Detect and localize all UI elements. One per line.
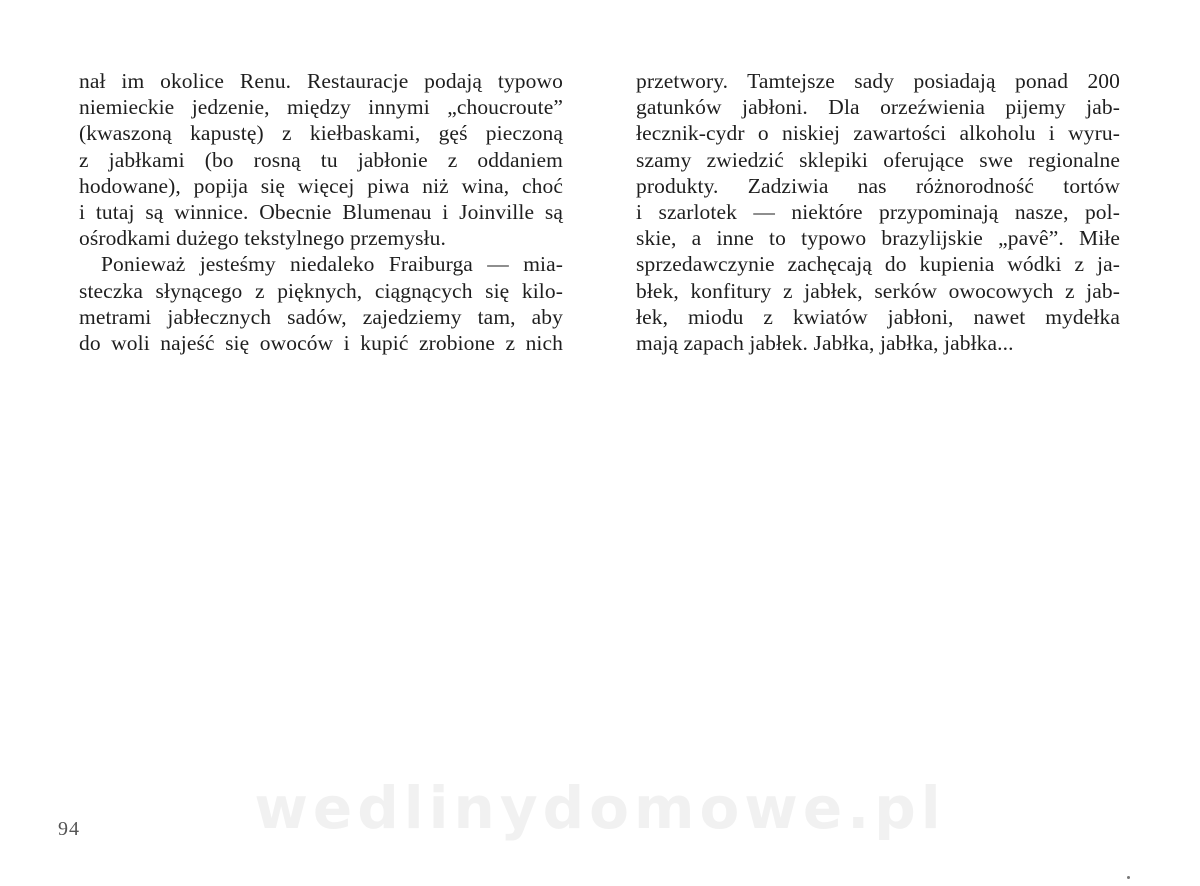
text-line: ośrodkami dużego tekstylnego przemysłu.: [79, 226, 446, 251]
text-line: niemieckie jedzenie, między innymi „choucroute”: [79, 95, 563, 120]
text-line: nał im okolice Renu. Restauracje podają typowo: [79, 69, 563, 93]
left-text-column: [79, 68, 563, 356]
watermark: wedlinydomowe.pl: [254, 774, 946, 842]
text-line: metrami jabłecznych sadów, zajedziemy tam, aby: [79, 304, 563, 329]
page-number: 94: [58, 818, 80, 840]
text-line: produkty. Zadziwia nas różnorodność tortów: [636, 173, 1120, 198]
text-line: przetwory. Tamtejsze sady posiadają ponad 200: [636, 69, 1120, 93]
text-line: łecznik-cydr o niskiej zawartości alkoholu i wyru-: [636, 121, 1120, 146]
text-line: hodowane), popija się więcej piwa niż wina, choć: [79, 173, 563, 198]
text-line: i tutaj są winnice. Obecnie Blumenau i Joinville są: [79, 200, 563, 225]
text-line: mają zapach jabłek. Jabłka, jabłka, jabłka...: [636, 331, 1014, 356]
text-line: szamy zwiedzić sklepiki oferujące swe regionalne: [636, 147, 1120, 172]
text-line: skie, a inne to typowo brazylijskie „pavê”. Miłe: [636, 226, 1120, 251]
text-line: steczka słynącego z pięknych, ciągnących się kilo-: [79, 278, 563, 303]
text-line: sprzedawczynie zachęcają do kupienia wódki z ja-: [636, 252, 1120, 277]
text-line: gatunków jabłoni. Dla orzeźwienia pijemy jab-: [636, 95, 1120, 120]
text-line: Ponieważ jesteśmy niedaleko Fraiburga — mia-: [101, 252, 563, 277]
text-line: i szarlotek — niektóre przypominają nasze, pol-: [636, 200, 1120, 225]
text-line: z jabłkami (bo rosną tu jabłonie z oddaniem: [79, 147, 563, 172]
print-speck: [1127, 876, 1130, 879]
text-line: do woli najeść się owoców i kupić zrobione z nich: [79, 331, 563, 356]
text-line: (kwaszoną kapustę) z kiełbaskami, gęś pieczoną: [79, 121, 563, 146]
right-text-column: [636, 68, 1120, 356]
text-line: błek, konfitury z jabłek, serków owocowych z jab-: [636, 278, 1120, 303]
text-line: łek, miodu z kwiatów jabłoni, nawet mydełka: [636, 304, 1120, 329]
